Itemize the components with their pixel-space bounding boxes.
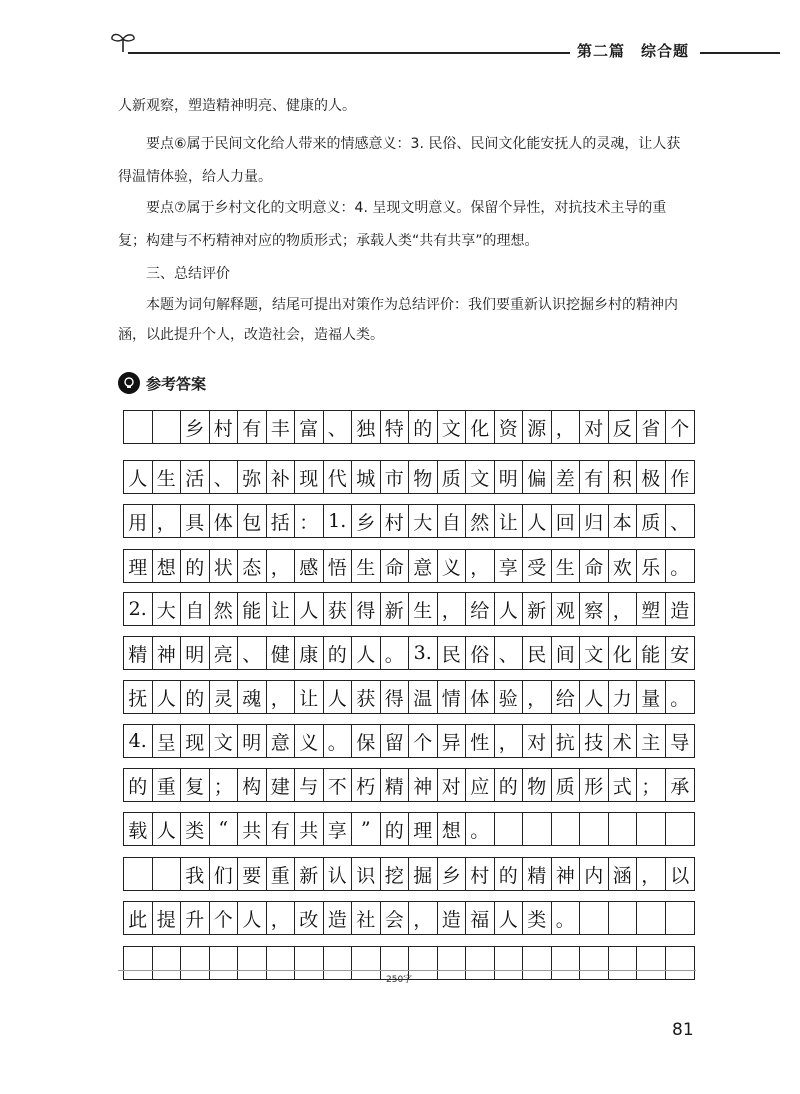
grid-cell (609, 813, 638, 845)
grid-cell: 意 (267, 725, 296, 757)
grid-cell: 文 (438, 411, 467, 443)
grid-cell: ， (267, 902, 296, 934)
section-heading: 三、总结评价 (146, 266, 230, 282)
answer-title: 参考答案 (146, 374, 207, 393)
grid-cell: 生 (352, 550, 381, 582)
grid-cell: ” (352, 813, 381, 845)
grid-cell (210, 947, 239, 979)
grid-cell (523, 813, 552, 845)
grid-cell (409, 947, 438, 979)
grid-cell: 我 (181, 858, 210, 890)
grid-cell: 自 (181, 593, 210, 625)
grid-cell: 然 (466, 505, 495, 537)
sprout-icon (108, 30, 138, 54)
grid-cell: 、 (324, 411, 353, 443)
grid-cell: 理 (124, 550, 153, 582)
grid-cell: 得 (352, 593, 381, 625)
grid-cell: 人 (495, 593, 524, 625)
grid-cell: 挖 (381, 858, 410, 890)
grid-cell: 抗 (552, 725, 581, 757)
grid-cell: 能 (238, 593, 267, 625)
grid-cell (295, 947, 324, 979)
grid-cell: 偏 (523, 461, 552, 493)
grid-cell: 人 (580, 681, 609, 713)
grid-cell: 造 (324, 902, 353, 934)
grid-cell: ， (267, 681, 296, 713)
grid-cell: 应 (466, 769, 495, 801)
grid-cell: 质 (637, 505, 666, 537)
grid-cell: 会 (381, 902, 410, 934)
grid-cell: 涵 (609, 858, 638, 890)
grid-cell: 村 (466, 858, 495, 890)
grid-cell: 形 (580, 769, 609, 801)
grid-cell: 弥 (238, 461, 267, 493)
grid-cell: 间 (552, 637, 581, 669)
grid-cell: 认 (324, 858, 353, 890)
grid-cell (666, 813, 695, 845)
grid-cell: 本 (609, 505, 638, 537)
grid-cell: 民 (438, 637, 467, 669)
grid-cell: 独 (352, 411, 381, 443)
grid-cell: 对 (580, 411, 609, 443)
grid-cell (324, 947, 353, 979)
grid-cell: 悟 (324, 550, 353, 582)
grid-cell (466, 947, 495, 979)
grid-cell: 、 (238, 637, 267, 669)
grid-cell (637, 902, 666, 934)
grid-cell (637, 813, 666, 845)
paragraph-1: 人新观察，塑造精神明亮、健康的人。 (118, 98, 356, 114)
grid-cell: 具 (181, 505, 210, 537)
grid-cell: 3. (409, 637, 438, 669)
grid-cell: 人 (295, 593, 324, 625)
grid-cell: ， (637, 858, 666, 890)
grid-cell: 物 (523, 769, 552, 801)
grid-cell: 、 (495, 637, 524, 669)
grid-cell (552, 947, 581, 979)
grid-cell: 想 (153, 550, 182, 582)
grid-cell: 异 (438, 725, 467, 757)
paragraph-3: 要点⑦属于乡村文化的文明意义：4. 呈现文明意义。保留个异性，对抗技术主导的重复；构建与不朽精神对应的物质形式；承载人类“共有共享”的理想。 (118, 200, 667, 249)
grid-cell: 乐 (637, 550, 666, 582)
grid-cell: 的 (324, 637, 353, 669)
grid-row (123, 768, 695, 802)
grid-cell: 化 (609, 637, 638, 669)
grid-cell: ， (466, 550, 495, 582)
lightbulb-icon (118, 372, 140, 394)
grid-cell: 让 (267, 593, 296, 625)
grid-cell: 的 (495, 858, 524, 890)
grid-cell (438, 947, 467, 979)
grid-cell: 乡 (438, 858, 467, 890)
grid-cell: 的 (409, 411, 438, 443)
grid-cell: 复 (181, 769, 210, 801)
grid-cell: 活 (181, 461, 210, 493)
grid-cell: 俗 (466, 637, 495, 669)
grid-cell: 受 (523, 550, 552, 582)
grid-row (123, 724, 695, 758)
grid-cell: 生 (409, 593, 438, 625)
grid-cell: ， (153, 505, 182, 537)
grid-cell: 人 (352, 637, 381, 669)
grid-cell: 与 (295, 769, 324, 801)
grid-cell (666, 902, 695, 934)
grid-cell: 观 (552, 593, 581, 625)
grid-cell: 有 (267, 813, 296, 845)
grid-row (123, 410, 695, 444)
grid-cell: 对 (523, 725, 552, 757)
section-title: 第二篇 综合题 (577, 42, 690, 60)
grid-cell: 积 (609, 461, 638, 493)
grid-cell: 精 (124, 637, 153, 669)
grid-cell: 文 (210, 725, 239, 757)
grid-cell: 大 (409, 505, 438, 537)
grid-cell: 。 (381, 637, 410, 669)
grid-row (123, 812, 695, 846)
grid-cell: 载 (124, 813, 153, 845)
grid-cell (609, 947, 638, 979)
grid-cell (124, 947, 153, 979)
grid-cell: 建 (267, 769, 296, 801)
grid-cell: 塑 (637, 593, 666, 625)
grid-cell: 要 (238, 858, 267, 890)
grid-cell: 术 (609, 725, 638, 757)
grid-cell (552, 813, 581, 845)
grid-cell: 省 (637, 411, 666, 443)
bottom-rule (118, 970, 696, 971)
grid-row (123, 857, 695, 891)
grid-cell (523, 947, 552, 979)
grid-cell: 态 (238, 550, 267, 582)
grid-cell: 物 (409, 461, 438, 493)
grid-cell (666, 947, 695, 979)
grid-row (123, 636, 695, 670)
grid-cell: 造 (670, 599, 690, 622)
grid-cell: ， (409, 902, 438, 934)
paragraph-2: 要点⑥属于民间文化给人带来的情感意义：3. 民俗、民间文化能安抚人的灵魂，让人获得温情体验，给人力量。 (118, 136, 681, 185)
grid-cell: 呈 (153, 725, 182, 757)
grid-cell: 人 (124, 461, 153, 493)
grid-cell: 文 (466, 461, 495, 493)
grid-cell: 的 (381, 813, 410, 845)
grid-cell (181, 947, 210, 979)
grid-cell: ： (295, 505, 324, 537)
grid-cell: 温 (409, 681, 438, 713)
grid-cell: ， (495, 725, 524, 757)
grid-cell: 现 (295, 461, 324, 493)
grid-cell: 验 (495, 681, 524, 713)
grid-cell: ， (438, 593, 467, 625)
grid-cell: 的 (181, 550, 210, 582)
grid-cell: 力 (609, 681, 638, 713)
grid-cell: 神 (552, 858, 581, 890)
grid-cell: 魂 (238, 681, 267, 713)
grid-cell: 体 (210, 505, 239, 537)
grid-cell: 。 (670, 556, 690, 579)
grid-row (123, 901, 695, 935)
grid-cell: 意 (409, 550, 438, 582)
grid-cell: 感 (295, 550, 324, 582)
grid-cell: 量 (637, 681, 666, 713)
grid-cell: 乡 (181, 411, 210, 443)
grid-cell: 文 (580, 637, 609, 669)
grid-cell: 个 (409, 725, 438, 757)
grid-cell: 导 (670, 731, 690, 754)
grid-cell: ， (267, 550, 296, 582)
grid-cell: 补 (267, 461, 296, 493)
grid-cell (637, 947, 666, 979)
grid-cell: ； (210, 769, 239, 801)
grid-row (123, 680, 695, 714)
grid-cell: 共 (238, 813, 267, 845)
grid-cell: 朽 (352, 769, 381, 801)
grid-cell (580, 947, 609, 979)
grid-cell: 对 (438, 769, 467, 801)
grid-cell: 的 (495, 769, 524, 801)
grid-cell: 个 (670, 417, 690, 440)
grid-cell: 精 (523, 858, 552, 890)
grid-cell: 留 (381, 725, 410, 757)
grid-cell: 4. (124, 725, 153, 757)
grid-cell: 人 (523, 505, 552, 537)
grid-cell: 状 (210, 550, 239, 582)
grid-cell (580, 902, 609, 934)
grid-cell: 源 (523, 411, 552, 443)
grid-cell: 质 (438, 461, 467, 493)
grid-cell: 村 (381, 505, 410, 537)
grid-cell: 。 (324, 725, 353, 757)
grid-cell: 构 (238, 769, 267, 801)
grid-cell: 福 (466, 902, 495, 934)
grid-cell: 承 (670, 775, 690, 798)
grid-cell: 大 (153, 593, 182, 625)
grid-cell: 灵 (210, 681, 239, 713)
grid-cell: ； (637, 769, 666, 801)
grid-cell: 享 (495, 550, 524, 582)
grid-cell: 民 (523, 637, 552, 669)
grid-cell: 神 (153, 637, 182, 669)
grid-cell: 体 (466, 681, 495, 713)
grid-cell (352, 947, 381, 979)
grid-cell: 社 (352, 902, 381, 934)
grid-cell: 人 (324, 681, 353, 713)
grid-cell: 反 (609, 411, 638, 443)
grid-cell (124, 858, 153, 890)
grid-cell: 现 (181, 725, 210, 757)
grid-cell: 包 (238, 505, 267, 537)
grid-cell: 特 (381, 411, 410, 443)
grid-cell: 、 (670, 511, 690, 534)
grid-cell: 亮 (210, 637, 239, 669)
grid-cell: 用 (124, 505, 153, 537)
grid-cell: 明 (181, 637, 210, 669)
grid-cell: 让 (495, 505, 524, 537)
grid-cell: 性 (466, 725, 495, 757)
paragraph-5: 本题为词句解释题，结尾可提出对策作为总结评价：我们要重新认识挖掘乡村的精神内涵，以此提升个人，改造社会，造福人类。 (118, 297, 678, 343)
grid-cell: 改 (295, 902, 324, 934)
grid-cell: 欢 (609, 550, 638, 582)
grid-cell: 生 (153, 461, 182, 493)
page-header (0, 0, 800, 80)
grid-cell: 质 (552, 769, 581, 801)
grid-cell: 个 (210, 902, 239, 934)
grid-cell: 让 (295, 681, 324, 713)
grid-cell: 代 (324, 461, 353, 493)
grid-cell: 们 (210, 858, 239, 890)
grid-cell: 。 (552, 902, 581, 934)
grid-cell: 的 (124, 769, 153, 801)
grid-cell: 想 (438, 813, 467, 845)
grid-cell (153, 947, 182, 979)
grid-cell: 新 (295, 858, 324, 890)
grid-cell: 明 (495, 461, 524, 493)
grid-cell (153, 411, 182, 443)
grid-cell: 括 (267, 505, 296, 537)
grid-cell: 。 (466, 813, 495, 845)
grid-cell: 极 (637, 461, 666, 493)
grid-cell: 命 (580, 550, 609, 582)
word-count: 250字 (386, 975, 413, 985)
grid-cell: 、 (210, 461, 239, 493)
grid-cell: 此 (124, 902, 153, 934)
grid-cell: 新 (523, 593, 552, 625)
grid-cell: 义 (295, 725, 324, 757)
grid-cell: 义 (438, 550, 467, 582)
grid-cell: 丰 (267, 411, 296, 443)
grid-cell: 升 (181, 902, 210, 934)
grid-cell (153, 858, 182, 890)
grid-row (123, 460, 695, 494)
grid-cell: 察 (580, 593, 609, 625)
header-rule-left (128, 52, 570, 54)
grid-cell: 。 (670, 687, 690, 710)
grid-cell: ， (552, 411, 581, 443)
grid-cell: 生 (552, 550, 581, 582)
grid-cell: 富 (295, 411, 324, 443)
page-number: 81 (672, 1020, 694, 1040)
grid-cell: ， (523, 681, 552, 713)
grid-cell: 不 (324, 769, 353, 801)
grid-cell: 市 (381, 461, 410, 493)
grid-row (123, 592, 695, 626)
grid-cell: 给 (466, 593, 495, 625)
grid-cell (238, 947, 267, 979)
grid-row (123, 549, 695, 583)
grid-cell: 归 (580, 505, 609, 537)
grid-cell: 然 (210, 593, 239, 625)
grid-cell: 式 (609, 769, 638, 801)
grid-cell: 差 (552, 461, 581, 493)
grid-cell: 给 (552, 681, 581, 713)
grid-cell: 明 (238, 725, 267, 757)
grid-cell: 人 (153, 681, 182, 713)
grid-cell: 城 (352, 461, 381, 493)
grid-cell: ， (609, 593, 638, 625)
grid-cell: 掘 (409, 858, 438, 890)
grid-cell: 化 (466, 411, 495, 443)
grid-cell: 情 (438, 681, 467, 713)
grid-cell (495, 947, 524, 979)
grid-cell: 村 (210, 411, 239, 443)
grid-cell: 获 (352, 681, 381, 713)
grid-cell: 有 (238, 411, 267, 443)
grid-cell: 技 (580, 725, 609, 757)
grid-cell: 识 (352, 858, 381, 890)
grid-row (123, 504, 695, 538)
grid-cell (580, 813, 609, 845)
grid-cell: 主 (637, 725, 666, 757)
grid-cell: 类 (523, 902, 552, 934)
grid-cell: 回 (552, 505, 581, 537)
grid-cell: 资 (495, 411, 524, 443)
grid-cell: 提 (153, 902, 182, 934)
header-rule-right (700, 52, 780, 54)
grid-cell: 人 (495, 902, 524, 934)
grid-cell: 人 (153, 813, 182, 845)
grid-cell: 理 (409, 813, 438, 845)
grid-cell: 重 (267, 858, 296, 890)
grid-cell: 康 (295, 637, 324, 669)
grid-cell: 抚 (124, 681, 153, 713)
grid-cell: 以 (670, 864, 690, 887)
grid-cell: 人 (238, 902, 267, 934)
grid-cell (495, 813, 524, 845)
grid-cell (124, 411, 153, 443)
grid-cell: 的 (181, 681, 210, 713)
grid-cell (609, 902, 638, 934)
grid-cell: 乡 (352, 505, 381, 537)
grid-cell: 内 (580, 858, 609, 890)
grid-cell: 2. (124, 593, 153, 625)
grid-cell: 获 (324, 593, 353, 625)
grid-cell: 精 (381, 769, 410, 801)
grid-cell: 享 (324, 813, 353, 845)
grid-cell: 安 (670, 643, 690, 666)
grid-cell: 自 (438, 505, 467, 537)
grid-cell: 新 (381, 593, 410, 625)
grid-cell: 类 (181, 813, 210, 845)
answer-heading (118, 372, 206, 394)
grid-cell: 作 (670, 467, 690, 490)
grid-cell: 造 (438, 902, 467, 934)
grid-cell: 共 (295, 813, 324, 845)
grid-cell: 命 (381, 550, 410, 582)
grid-cell: 健 (267, 637, 296, 669)
grid-cell: 保 (352, 725, 381, 757)
grid-cell: 得 (381, 681, 410, 713)
grid-cell (267, 947, 296, 979)
grid-cell: “ (210, 813, 239, 845)
grid-cell: 能 (637, 637, 666, 669)
grid-cell: 神 (409, 769, 438, 801)
grid-cell: 1. (324, 505, 353, 537)
grid-cell: 有 (580, 461, 609, 493)
grid-cell: 重 (153, 769, 182, 801)
